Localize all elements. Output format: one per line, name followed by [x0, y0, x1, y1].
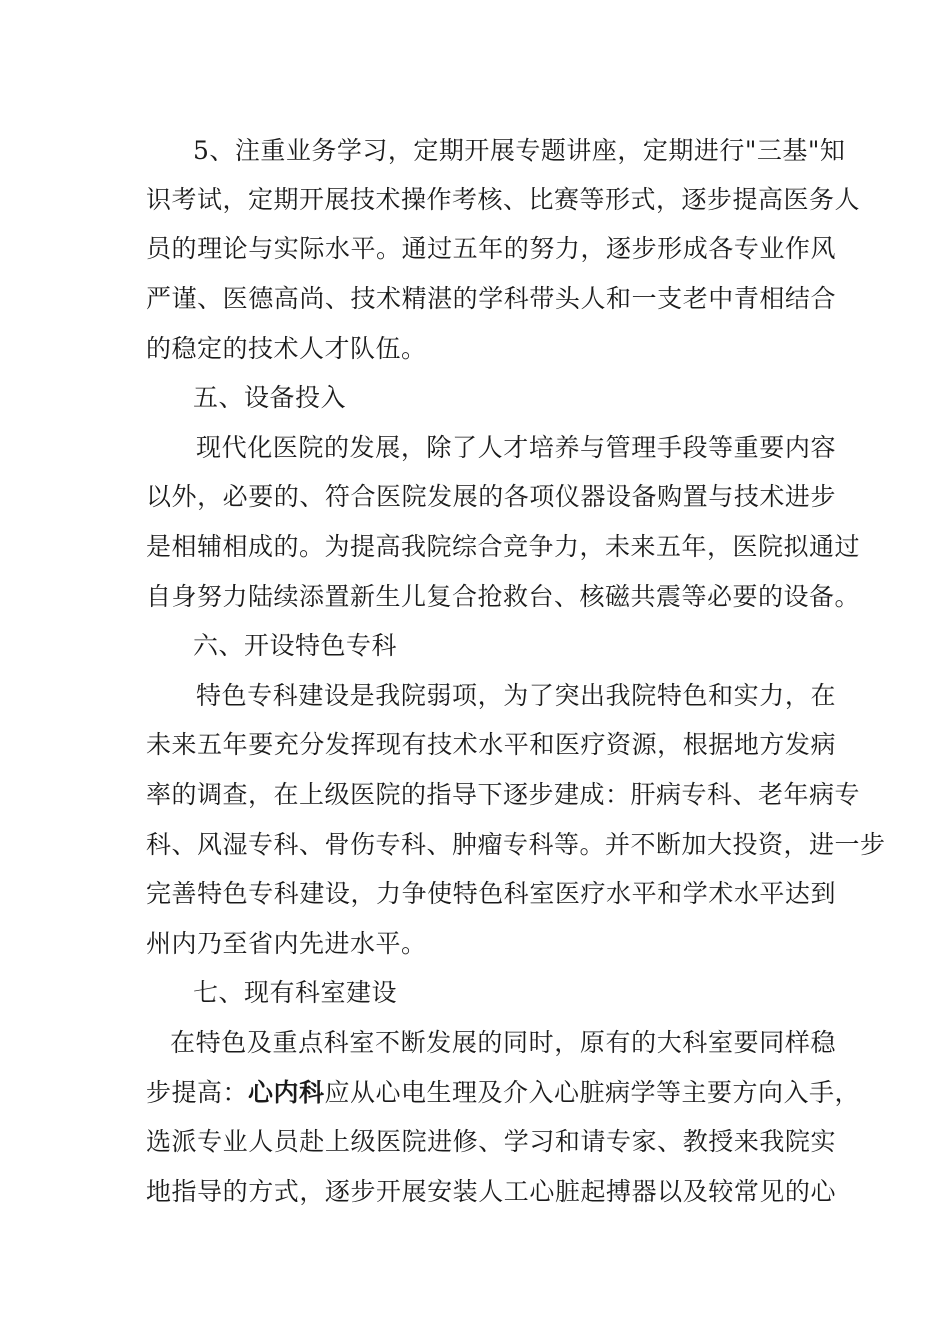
paragraph-line: 自身努力陆续添置新生儿复合抢救台、核磁共震等必要的设备。 [146, 582, 861, 611]
paragraph-line: 特色专科建设是我院弱项，为了突出我院特色和实力，在 [196, 681, 836, 710]
paragraph-line: 未来五年要充分发挥现有技术水平和医疗资源，根据地方发病 [146, 730, 836, 759]
paragraph-line: 员的理论与实际水平。通过五年的努力，逐步形成各专业作风 [146, 234, 836, 263]
paragraph-line: 以外，必要的、符合医院发展的各项仪器设备购置与技术进步 [146, 482, 836, 511]
paragraph-line-with-bold [146, 1076, 861, 1110]
paragraph-line: 选派专业人员赴上级医院进修、学习和请专家、教授来我院实 [146, 1127, 836, 1156]
paragraph-line: 率的调查，在上级医院的指导下逐步建成：肝病专科、老年病专 [146, 780, 861, 809]
paragraph-line: 识考试，定期开展技术操作考核、比赛等形式，逐步提高医务人 [146, 185, 861, 214]
paragraph-line: 是相辅相成的。为提高我院综合竞争力，未来五年，医院拟通过 [146, 532, 861, 561]
paragraph-line: 的稳定的技术人才队伍。 [146, 334, 427, 363]
paragraph-line: 地指导的方式，逐步开展安装人工心脏起搏器以及较常见的心 [146, 1177, 836, 1206]
section-heading: 五、设备投入 [193, 383, 347, 412]
paragraph-line: 科、风湿专科、骨伤专科、肿瘤专科等。并不断加大投资，进一步 [146, 830, 886, 859]
line-suffix: 应从心电生理及介入心脏病学等主要方向入手， [324, 1078, 861, 1107]
paragraph-line: 州内乃至省内先进水平。 [146, 929, 427, 958]
paragraph-line: 现代化医院的发展，除了人才培养与管理手段等重要内容 [196, 433, 836, 462]
paragraph-line: 在特色及重点科室不断发展的同时，原有的大科室要同样稳 [170, 1028, 836, 1057]
paragraph-line: 完善特色专科建设，力争使特色科室医疗水平和学术水平达到 [146, 879, 836, 908]
section-heading: 七、现有科室建设 [193, 978, 398, 1007]
bold-term: 心内科 [248, 1078, 325, 1107]
paragraph-line: 5、注重业务学习，定期开展专题讲座，定期进行"三基"知 [193, 136, 846, 165]
paragraph-line: 严谨、医德高尚、技术精湛的学科带头人和一支老中青相结合 [146, 284, 836, 313]
section-heading: 六、开设特色专科 [193, 631, 398, 660]
line-prefix: 步提高： [146, 1078, 249, 1107]
